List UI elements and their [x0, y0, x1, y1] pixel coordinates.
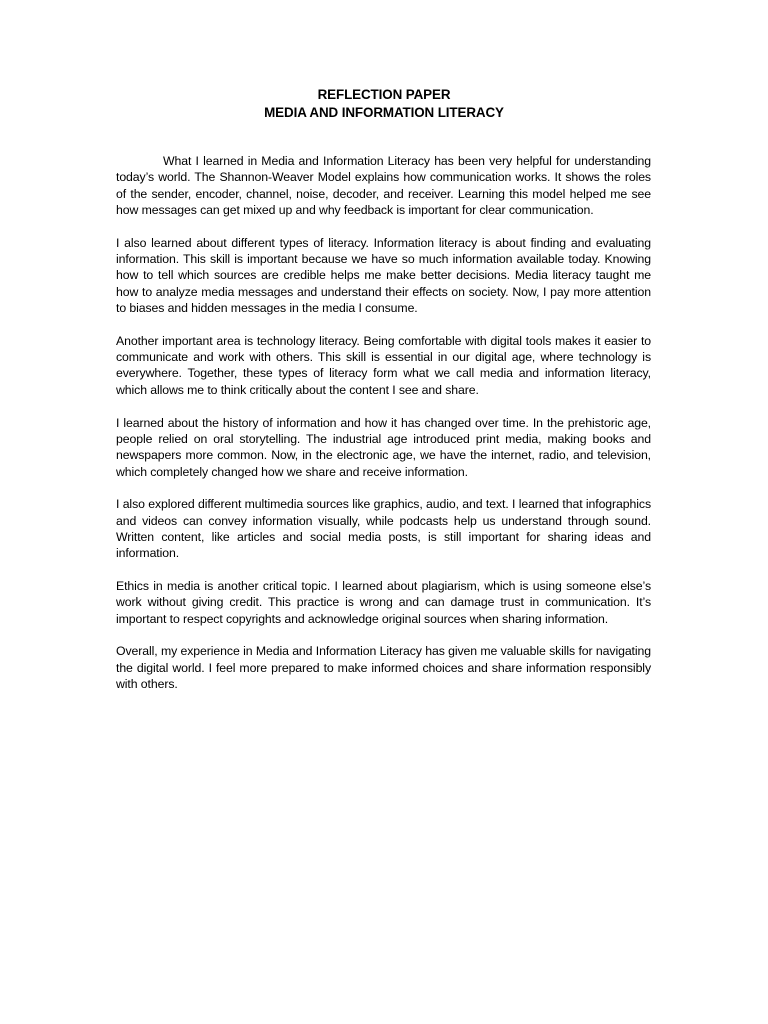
paragraph-multimedia: I also explored different multimedia sources like graphics, audio, and text. I learned that infographics and videos can convey information visually, while podcasts help us understand through sound. Written content, like articles and social media posts, is still important for sharing ideas and information. [116, 497, 651, 561]
document-subtitle: MEDIA AND INFORMATION LITERACY [264, 105, 504, 120]
paragraph-literacy-types: I also learned about different types of literacy. Information literacy is about finding and evaluating information. This skill is important because we have so much information available today. Knowing how to tell which sources are credible helps me make better decisions. Media literacy taught me how to analyze media messages and understand their effects on society. Now, I pay more attention to biases and hidden messages in the media I consume. [116, 235, 651, 316]
document-title: REFLECTION PAPER [317, 87, 451, 102]
document-body [116, 153, 651, 709]
paragraph-conclusion: Overall, my experience in Media and Information Literacy has given me valuable skills for navigating the digital world. I feel more prepared to make informed choices and share information responsibly with others. [116, 644, 651, 691]
paragraph-technology-literacy: Another important area is technology literacy. Being comfortable with digital tools makes it easier to communicate and work with others. This skill is essential in our digital age, where technology is everywhere. Together, these types of literacy form what we call media and information literacy, which allows me to think critically about the content I see and share. [116, 333, 651, 397]
paragraph-intro: What I learned in Media and Information Literacy has been very helpful for understanding today’s world. The Shannon-Weaver Model explains how communication works. It shows the roles of the sender, encoder, channel, noise, decoder, and receiver. Learning this model helped me see how messages can get mixed up and why feedback is important for clear communication. [116, 154, 651, 218]
paragraph-history: I learned about the history of information and how it has changed over time. In the prehistoric age, people relied on oral storytelling. The industrial age introduced print media, making books and newspapers more common. Now, in the electronic age, we have the internet, radio, and television, which completely changed how we share and receive information. [116, 415, 651, 479]
title-block [0, 86, 768, 122]
paragraph-ethics: Ethics in media is another critical topic. I learned about plagiarism, which is using someone else’s work without giving credit. This practice is wrong and can damage trust in communication. It’s important to respect copyrights and acknowledge original sources when sharing information. [116, 578, 651, 626]
